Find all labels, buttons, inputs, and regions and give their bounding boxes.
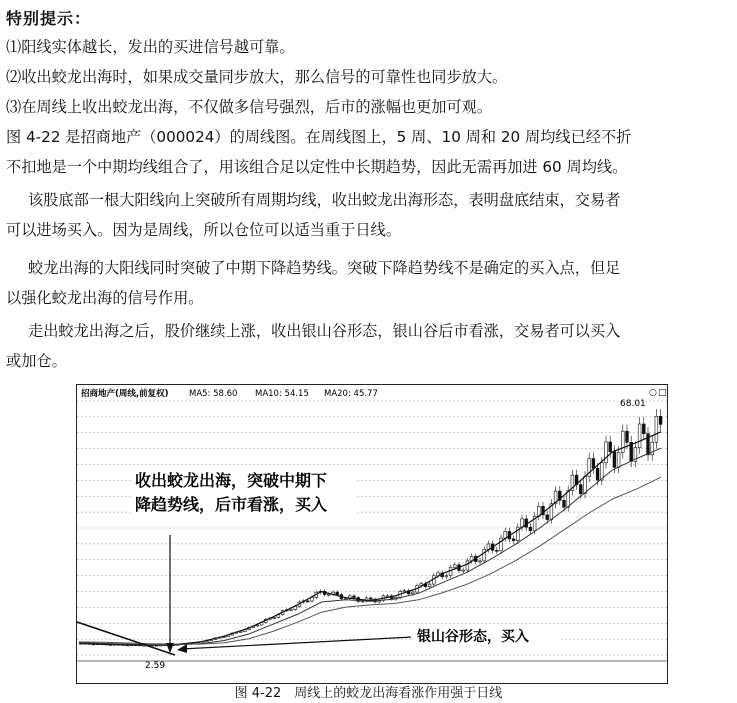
silver-valley-text: 银山谷形态，买入 bbox=[417, 629, 529, 645]
paragraph-line: 走出蛟龙出海之后，股价继续上涨，收出银山谷形态，银山谷后市看涨，交易者可以买入 bbox=[28, 322, 621, 340]
ma10-label: MA10: 54.15 bbox=[255, 389, 309, 399]
chart-grid bbox=[77, 401, 667, 661]
tip-point-3: ⑶在周线上收出蛟龙出海，不仅做多信号强烈，后市的涨幅也更加可观。 bbox=[6, 98, 492, 116]
candle-body bbox=[504, 531, 507, 538]
downtrend-line bbox=[77, 622, 175, 655]
candle-body bbox=[495, 550, 498, 551]
candle-body bbox=[453, 565, 456, 567]
paragraph-line: 蛟龙出海的大阳线同时突破了中期下降趋势线。突破下降趋势线不是确定的买入点，但足 bbox=[28, 259, 621, 277]
candle-body bbox=[466, 561, 469, 570]
paragraph-line: 图 4-22 是招商地产（000024）的周线图。在周线图上，5 周、10 周和 20 周均线已经不折 bbox=[6, 128, 632, 146]
body-paragraph-3 bbox=[6, 253, 732, 313]
paragraph-line: 或加仓。 bbox=[6, 352, 67, 370]
paragraph-line: 可以进场买入。因为是周线，所以仓位可以适当重于日线。 bbox=[6, 221, 401, 239]
annotation-text-1: 收出蛟龙出海，突破中期下 bbox=[135, 471, 328, 490]
tip-point-2: ⑵收出蛟龙出海时，如果成交量同步放大，那么信号的可靠性也同步放大。 bbox=[6, 68, 508, 86]
figure-caption: 图 4-22 周线上的蛟龙出海看涨作用强于日线 bbox=[234, 686, 503, 701]
candle-body bbox=[327, 594, 330, 595]
candle-body bbox=[613, 452, 616, 468]
candle-body bbox=[512, 539, 515, 541]
candle-body bbox=[445, 576, 448, 577]
chart-title: 招商地产(周线,前复权) bbox=[81, 389, 169, 399]
annotation-arrow-head bbox=[166, 643, 174, 653]
candle-body bbox=[579, 485, 582, 494]
candle-body bbox=[411, 592, 414, 594]
candle-body bbox=[617, 452, 620, 467]
candle-body bbox=[306, 601, 309, 602]
body-paragraph-4 bbox=[6, 316, 732, 376]
gear-icon[interactable]: ○ bbox=[649, 388, 657, 398]
candle-body bbox=[609, 442, 612, 452]
paragraph-line: 以强化蛟龙出海的信号作用。 bbox=[6, 289, 204, 307]
stock-chart bbox=[76, 384, 668, 684]
candle-body bbox=[592, 459, 595, 469]
high-price-label: 68.01 bbox=[620, 399, 646, 409]
candle-body bbox=[655, 416, 658, 442]
candle-body bbox=[596, 468, 599, 480]
candle-body bbox=[353, 596, 356, 598]
ma20-label: MA20: 45.77 bbox=[324, 389, 378, 399]
chart-svg bbox=[77, 385, 667, 683]
candle-body bbox=[605, 442, 608, 463]
window-icon[interactable]: □ bbox=[658, 388, 667, 398]
body-paragraph-2 bbox=[6, 185, 732, 245]
moving-averages bbox=[79, 432, 661, 645]
candlesticks bbox=[80, 409, 662, 646]
low-price-label: 2.59 bbox=[145, 661, 166, 671]
body-paragraph-1 bbox=[6, 122, 732, 182]
candle-body bbox=[638, 424, 641, 448]
candle-body bbox=[290, 610, 293, 611]
candle-body bbox=[621, 431, 624, 452]
annotation-text-2: 降趋势线，后市看涨，买入 bbox=[135, 495, 328, 514]
candle-body bbox=[336, 592, 339, 594]
candle-body bbox=[563, 500, 566, 507]
paragraph-line: 不扣地是一个中期均线组合了，用该组合足以定性中长期趋势，因此无需再加进 60 周均线。 bbox=[6, 158, 628, 176]
candle-body bbox=[483, 549, 486, 560]
candle-body bbox=[651, 442, 654, 455]
candle-body bbox=[369, 598, 372, 599]
tip-heading: 特别提示： bbox=[6, 9, 92, 28]
candle-body bbox=[428, 584, 431, 586]
candle-body bbox=[403, 591, 406, 592]
ma5-label: MA5: 58.60 bbox=[189, 389, 238, 399]
ma-line-ma5 bbox=[79, 432, 661, 645]
candle-body bbox=[642, 424, 645, 434]
candle-body bbox=[584, 476, 587, 493]
candle-body bbox=[529, 527, 532, 530]
candle-body bbox=[462, 570, 465, 571]
candle-body bbox=[626, 431, 629, 442]
candle-body bbox=[479, 561, 482, 562]
candle-body bbox=[659, 416, 662, 424]
paragraph-line: 该股底部一根大阳线向上突破所有周期均线，收出蛟龙出海形态，表明盘底结束，交易者 bbox=[28, 191, 621, 209]
tip-point-1: ⑴阳线实体越长，发出的买进信号越可靠。 bbox=[6, 38, 295, 56]
candle-body bbox=[273, 617, 276, 618]
candle-body bbox=[546, 515, 549, 520]
